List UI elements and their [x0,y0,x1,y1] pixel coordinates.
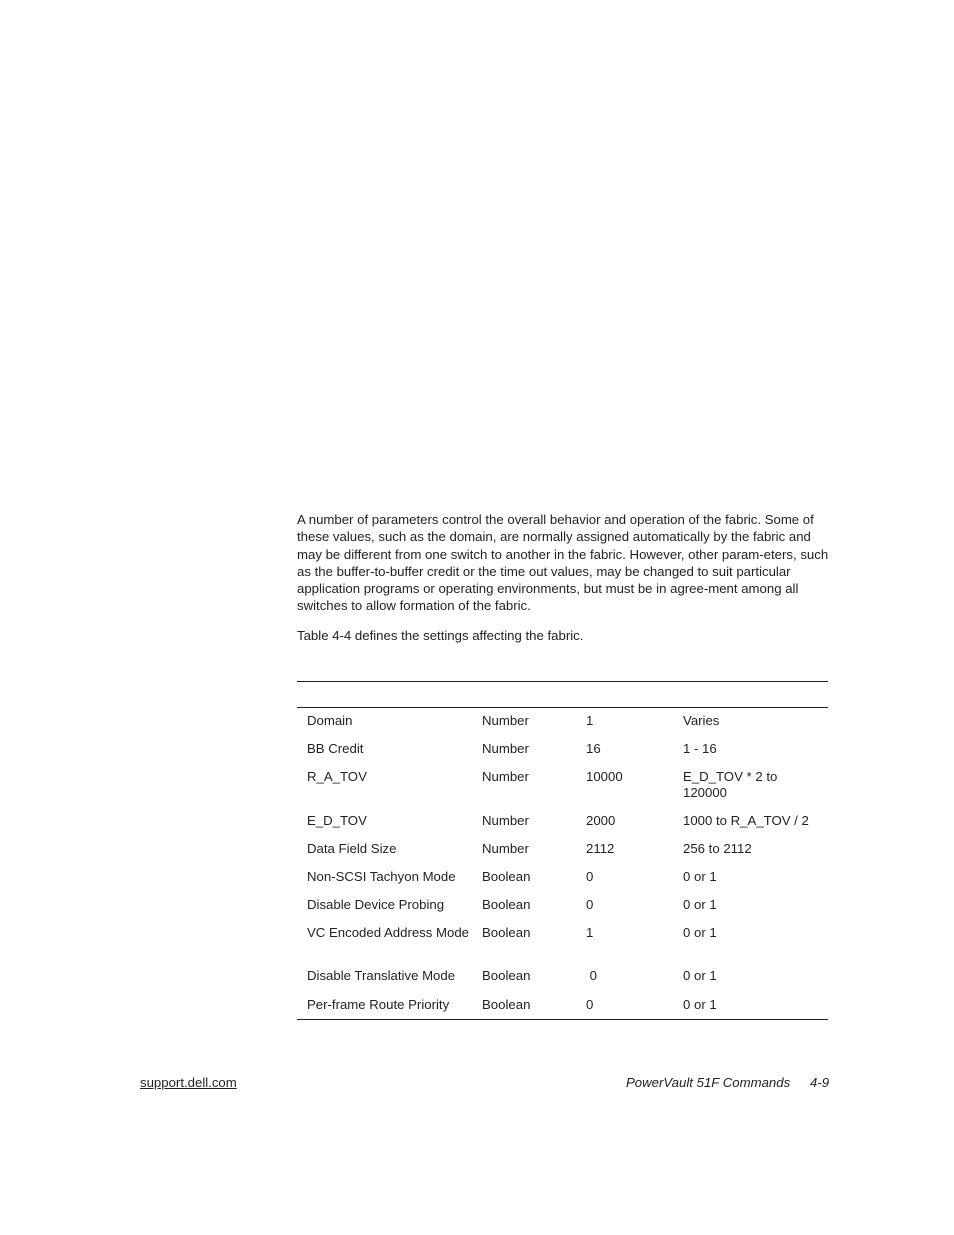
table-cell: 0 [586,968,597,983]
table-row [297,992,828,1020]
table-cell: Non-SCSI Tachyon Mode [307,869,456,884]
body-paragraph: A number of parameters control the overall behavior and operation of the fabric. Some of these values, such as the domain, are normally assigned automatically by the fabric and may be different from one switch to another in the fabric. However, other param-eters, such as the buffer-to-buffer credit or the time out values, may be changed to suit particular application programs or operating environments, but must be in agree-ment among all switches to allow formation of the fabric. [297,512,829,614]
table-cell: Boolean [482,968,531,983]
table-cell: Boolean [482,869,531,884]
table-cell: 0 or 1 [683,968,717,983]
table-cell: 16 [586,741,601,756]
table-cell: Boolean [482,925,531,940]
table-cell: Number [482,741,529,756]
table-cell: 1000 to R_A_TOV / 2 [683,813,809,828]
table-row [297,708,828,736]
table-cell: 2112 [586,841,615,856]
table-cell: Varies [683,713,720,728]
table-cell: VC Encoded Address Mode [307,925,470,940]
table-cell: Number [482,769,529,784]
table-cell: 2000 [586,813,616,828]
table-cell: 0 or 1 [683,925,717,940]
table-cell: Boolean [482,997,531,1012]
table-cell: Number [482,813,529,828]
table-cell: 1 - 16 [683,741,717,756]
table-row [297,920,828,963]
footer-document-title: PowerVault 51F Commands [626,1075,791,1090]
table-cell: 0 or 1 [683,897,717,912]
table-bottom-rule [297,1019,828,1020]
table-cell: 10000 [586,769,623,784]
table-cell: Boolean [482,897,531,912]
table-cell: Data Field Size [307,841,397,856]
table-row [297,808,828,836]
table-row [297,736,828,764]
table-cell: Number [482,841,529,856]
table-cell: 1 [586,925,594,940]
table-row [297,963,828,992]
table-cell: 1 [586,713,594,728]
table-cell: Domain [307,713,353,728]
table-cell: BB Credit [307,741,364,756]
page-number: 4-9 [810,1075,830,1090]
table-row [297,764,828,808]
fabric-settings-table [297,708,828,1020]
table-cell: 0 or 1 [683,869,717,884]
table-cell: Per-frame Route Priority [307,997,450,1012]
support-link[interactable]: support.dell.com [140,1075,237,1090]
table-cell: 256 to 2112 [683,841,752,856]
table-cell: Disable Device Probing [307,897,445,912]
table-row [297,864,828,892]
table-top-rule [297,681,828,682]
table-cell: 0 [586,869,594,884]
table-reference: Table 4-4 defines the settings affecting the fabric. [297,628,584,643]
table-cell: Number [482,713,529,728]
table-cell: Disable Translative Mode [307,968,456,983]
table-cell: 0 or 1 [683,997,717,1012]
table-cell: E_D_TOV [307,813,367,828]
table-cell: E_D_TOV * 2 to 120000 [683,769,778,800]
table-cell: R_A_TOV [307,769,367,784]
table-row [297,836,828,864]
table-cell: 0 [586,897,594,912]
table-row [297,892,828,920]
table-cell: 0 [586,997,594,1012]
